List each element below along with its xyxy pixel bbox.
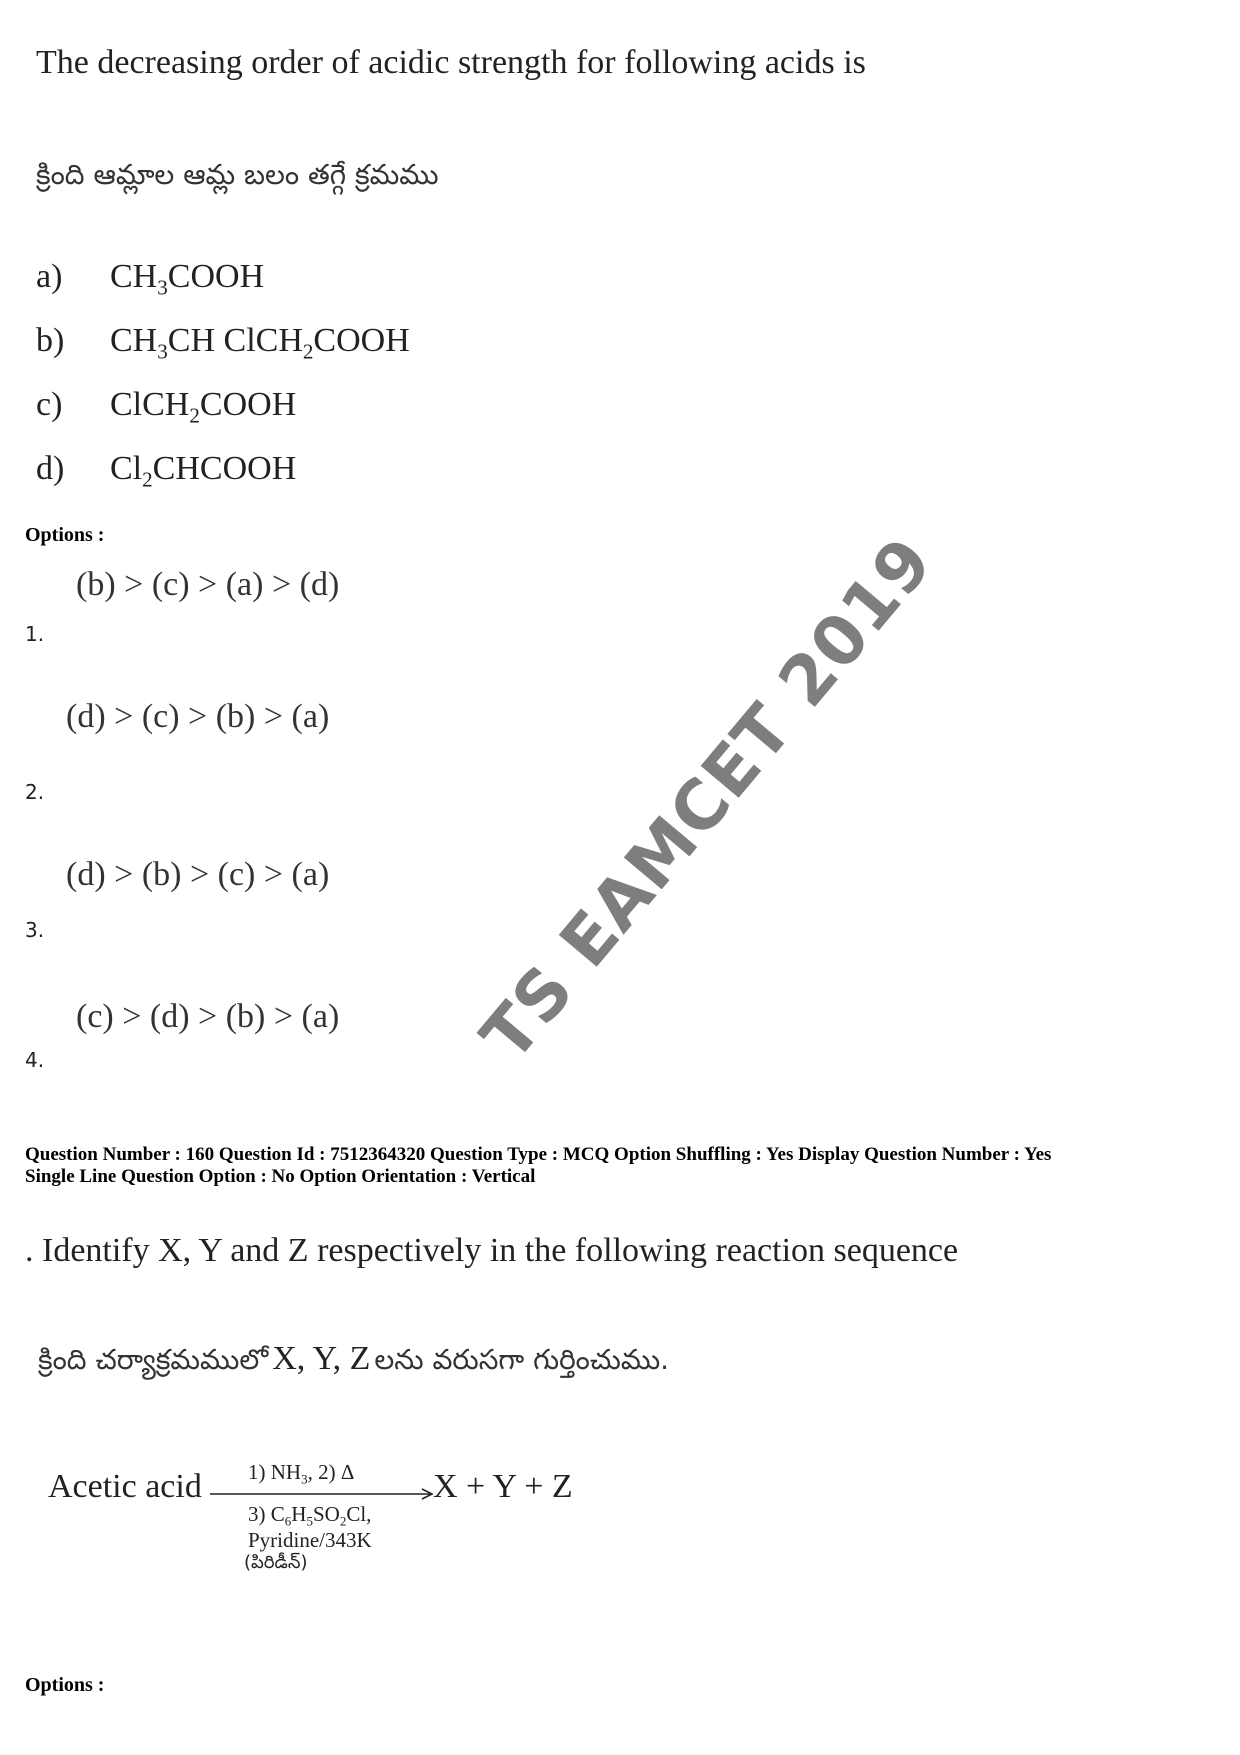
acid-formula-c: ClCH$_2$COOH	[110, 386, 297, 428]
question-text-en: . Identify X, Y and Z respectively in the following reaction sequence	[25, 1232, 959, 1269]
reaction-condition-2: 3) $C_6H_5SO_2Cl$,	[248, 1502, 372, 1529]
answer-option-3-text[interactable]: (d) > (b) > (c) > (a)	[66, 856, 330, 893]
acid-formula-a: $CH_3COOH$	[110, 258, 265, 300]
answer-option-4-number: 4.	[25, 1048, 45, 1072]
acid-letter: d)	[36, 450, 65, 487]
acid-item-c	[36, 386, 62, 424]
question-meta-line-2: Single Line Question Option : No Option Orientation : Vertical	[25, 1166, 536, 1187]
options-label: Options :	[25, 524, 105, 546]
acid-item-d	[36, 450, 64, 488]
acid-formula-d: $Cl_2CHCOOH$	[110, 450, 297, 492]
question-te-post: లను వరుసగా గుర్తించుము.	[374, 1343, 670, 1376]
answer-option-1-number: 1.	[25, 622, 45, 646]
reaction-condition-4: (పిరిడీన్)	[244, 1552, 308, 1573]
acid-letter: b)	[36, 322, 65, 359]
acid-letter: a)	[36, 258, 63, 295]
products-label: X + Y + Z	[433, 1468, 573, 1505]
question-te-xyz: X, Y, Z	[272, 1340, 371, 1377]
question-text-te	[38, 1340, 669, 1383]
answer-option-2-text[interactable]: (d) > (c) > (b) > (a)	[66, 698, 330, 735]
question-text-te: క్రింది ఆమ్లాల ఆమ్ల బలం తగ్గే క్రమము	[36, 158, 439, 191]
reaction-condition-3: Pyridine/343K	[248, 1528, 372, 1552]
question-te-pre: క్రింది చర్యాక్రమములో	[38, 1343, 269, 1376]
answer-option-4-text[interactable]: (c) > (d) > (b) > (a)	[76, 998, 340, 1035]
acid-formula-b: $CH_3CH$ ClCH$_2$COOH	[110, 322, 410, 364]
acid-item-b	[36, 322, 64, 360]
reaction-scheme	[48, 1440, 648, 1590]
reaction-arrow-icon	[210, 1488, 438, 1500]
answer-option-3-number: 3.	[25, 918, 45, 942]
reactant-label: Acetic acid	[48, 1468, 202, 1505]
options-label: Options :	[25, 1674, 105, 1696]
answer-option-1-text[interactable]: (b) > (c) > (a) > (d)	[76, 566, 340, 603]
answer-option-2-number: 2.	[25, 780, 45, 804]
acid-letter: c)	[36, 386, 63, 423]
reaction-condition-1: 1) $NH_3$, 2) Δ	[248, 1460, 355, 1487]
question-text-en: The decreasing order of acidic strength for following acids is	[36, 44, 866, 81]
question-meta-line-1: Question Number : 160 Question Id : 7512364320 Question Type : MCQ Option Shuffling : Yes Display Question Number : Yes	[25, 1144, 1052, 1165]
acid-item-a	[36, 258, 62, 296]
watermark: TS EAMCET 2019	[466, 523, 949, 1076]
